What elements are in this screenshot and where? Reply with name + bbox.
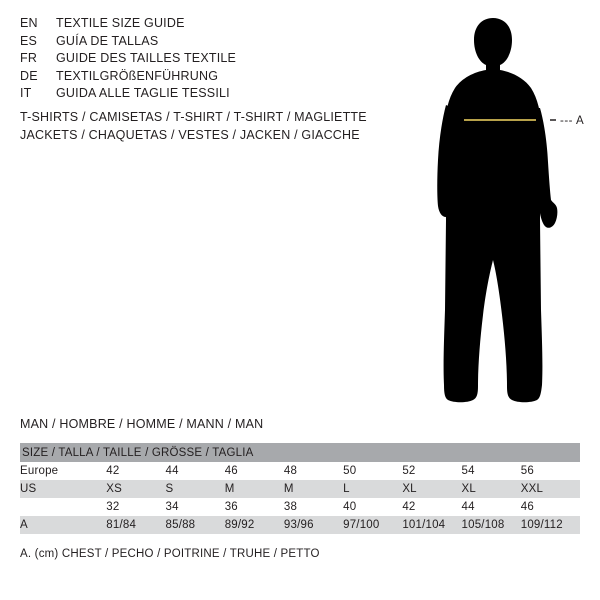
table-cell: 105/108 <box>462 516 521 534</box>
language-code: DE <box>20 68 38 83</box>
table-cell: 97/100 <box>343 516 402 534</box>
table-header-label: SIZE / TALLA / TAILLE / GRÖSSE / TAGLIA <box>20 443 580 462</box>
table-cell: XXL <box>521 480 580 498</box>
language-row <box>20 34 350 52</box>
table-cell: M <box>284 480 343 498</box>
garment-type-line: JACKETS / CHAQUETAS / VESTES / JACKEN / GIACCHE <box>20 127 360 142</box>
table-cell: 44 <box>462 498 521 516</box>
table-cell: 101/104 <box>402 516 461 534</box>
table-cell: 85/88 <box>166 516 225 534</box>
language-row <box>20 69 350 87</box>
table-cell: 42 <box>106 462 165 480</box>
man-silhouette-icon <box>400 10 600 410</box>
table-header-row <box>20 443 580 462</box>
table-cell: 46 <box>225 462 284 480</box>
table-row <box>20 480 580 498</box>
row-label: Europe <box>20 462 106 480</box>
language-row <box>20 86 350 104</box>
language-text: GUIDE DES TAILLES TEXTILE <box>56 51 237 65</box>
table-cell: 109/112 <box>521 516 580 534</box>
table-cell: 36 <box>225 498 284 516</box>
row-label: A <box>20 516 106 534</box>
table-cell: XS <box>106 480 165 498</box>
table-cell: 93/96 <box>284 516 343 534</box>
table-cell: 52 <box>402 462 461 480</box>
table-cell: 56 <box>521 462 580 480</box>
table-row <box>20 516 580 534</box>
measure-label-a: --- A <box>560 115 585 127</box>
row-label <box>20 498 106 516</box>
table-cell: S <box>166 480 225 498</box>
table-cell: 34 <box>166 498 225 516</box>
language-code: FR <box>20 51 38 65</box>
table-cell: XL <box>462 480 521 498</box>
table-cell: 32 <box>106 498 165 516</box>
language-text: TEXTILGRÖßENFÜHRUNG <box>56 68 219 83</box>
language-code: IT <box>20 86 32 100</box>
table-cell: 46 <box>521 498 580 516</box>
figure-illustration <box>400 10 600 410</box>
table-cell: 81/84 <box>106 516 165 534</box>
language-text: TEXTILE SIZE GUIDE <box>56 16 185 30</box>
table-cell: 44 <box>166 462 225 480</box>
language-row <box>20 51 350 69</box>
table-row <box>20 462 580 480</box>
garment-type-line: T-SHIRTS / CAMISETAS / T-SHIRT / T-SHIRT / MAGLIETTE <box>20 110 367 124</box>
table-cell: 42 <box>402 498 461 516</box>
table-cell: 48 <box>284 462 343 480</box>
table-cell: 54 <box>462 462 521 480</box>
table-cell: 38 <box>284 498 343 516</box>
garment-type-list <box>20 110 367 145</box>
table-cell: 89/92 <box>225 516 284 534</box>
language-text: GUIDA ALLE TAGLIE TESSILI <box>56 86 230 100</box>
language-list <box>20 16 350 104</box>
table-caption: MAN / HOMBRE / HOMME / MANN / MAN <box>20 417 264 431</box>
table-cell: 40 <box>343 498 402 516</box>
table-cell: L <box>343 480 402 498</box>
table-cell: XL <box>402 480 461 498</box>
table-row <box>20 498 580 516</box>
row-label: US <box>20 480 106 498</box>
size-table <box>20 443 580 534</box>
language-text: GUÍA DE TALLAS <box>56 33 159 48</box>
language-row <box>20 16 350 34</box>
footnote: A. (cm) CHEST / PECHO / POITRINE / TRUHE / PETTO <box>20 548 320 560</box>
language-code: ES <box>20 33 38 48</box>
table-cell: M <box>225 480 284 498</box>
language-code: EN <box>20 16 38 30</box>
table-cell: 50 <box>343 462 402 480</box>
